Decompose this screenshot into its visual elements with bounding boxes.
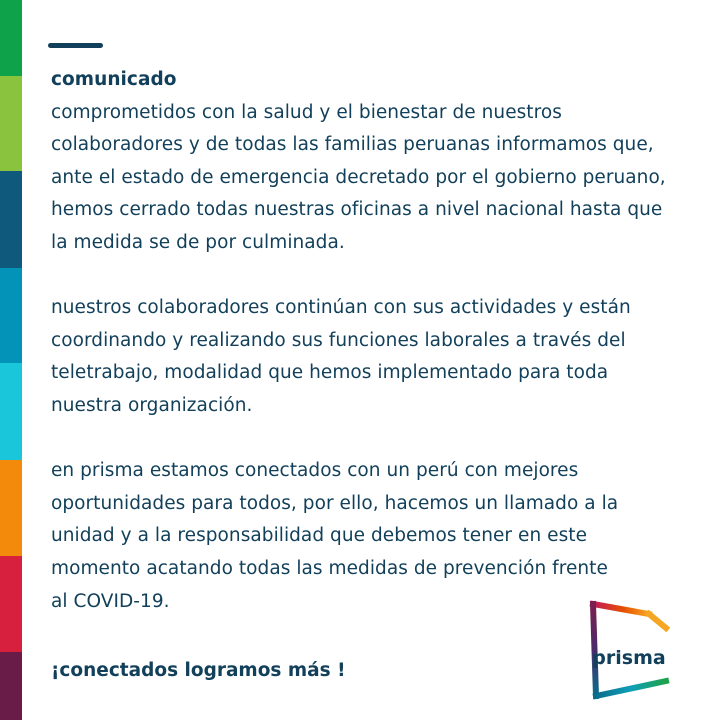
text-line: unidad y a la responsabilidad que debemos tener en este: [51, 525, 588, 547]
title-accent-line: [48, 43, 103, 48]
text-line: al COVID-19.: [51, 590, 170, 612]
communique-title: comunicado: [51, 69, 177, 90]
stripe-segment: [0, 268, 22, 363]
paragraph-2: [51, 292, 691, 422]
stripe-segment: [0, 76, 22, 171]
text-line: en prisma estamos conectados con un perú con mejores: [51, 460, 579, 482]
stripe-segment: [0, 171, 22, 268]
text-line: colaboradores y de todas las familias peruanas informamos que,: [51, 134, 654, 156]
stripe-segment: [0, 0, 22, 76]
text-line: la medida se de por culminada.: [51, 231, 345, 253]
text-line: hemos cerrado todas nuestras oficinas a nivel nacional hasta que: [51, 199, 663, 221]
stripe-segment: [0, 460, 22, 556]
text-line: oportunidades para todos, por ello, hacemos un llamado a la: [51, 492, 619, 514]
paragraph-1: [51, 97, 691, 260]
text-line: momento acatando todas las medidas de prevención frente: [51, 557, 608, 579]
paragraph-3: [51, 455, 691, 618]
text-line: nuestra organización.: [51, 394, 253, 416]
prisma-logo: [587, 598, 671, 702]
stripe-segment: [0, 556, 22, 652]
logo-wordmark: prisma: [592, 647, 666, 669]
prisma-house-logo-icon: [587, 598, 671, 702]
text-line: comprometidos con la salud y el bienestar de nuestros: [51, 101, 562, 123]
text-line: nuestros colaboradores continúan con sus actividades y están: [51, 297, 631, 319]
text-line: teletrabajo, modalidad que hemos implementado para toda: [51, 362, 609, 384]
text-line: ante el estado de emergencia decretado por el gobierno peruano,: [51, 166, 666, 188]
color-stripe: [0, 0, 22, 720]
text-line: coordinando y realizando sus funciones laborales a través del: [51, 329, 626, 351]
stripe-segment: [0, 652, 22, 720]
closing-slogan: ¡conectados logramos más !: [51, 660, 346, 681]
stripe-segment: [0, 363, 22, 460]
communique-body: [51, 64, 691, 618]
